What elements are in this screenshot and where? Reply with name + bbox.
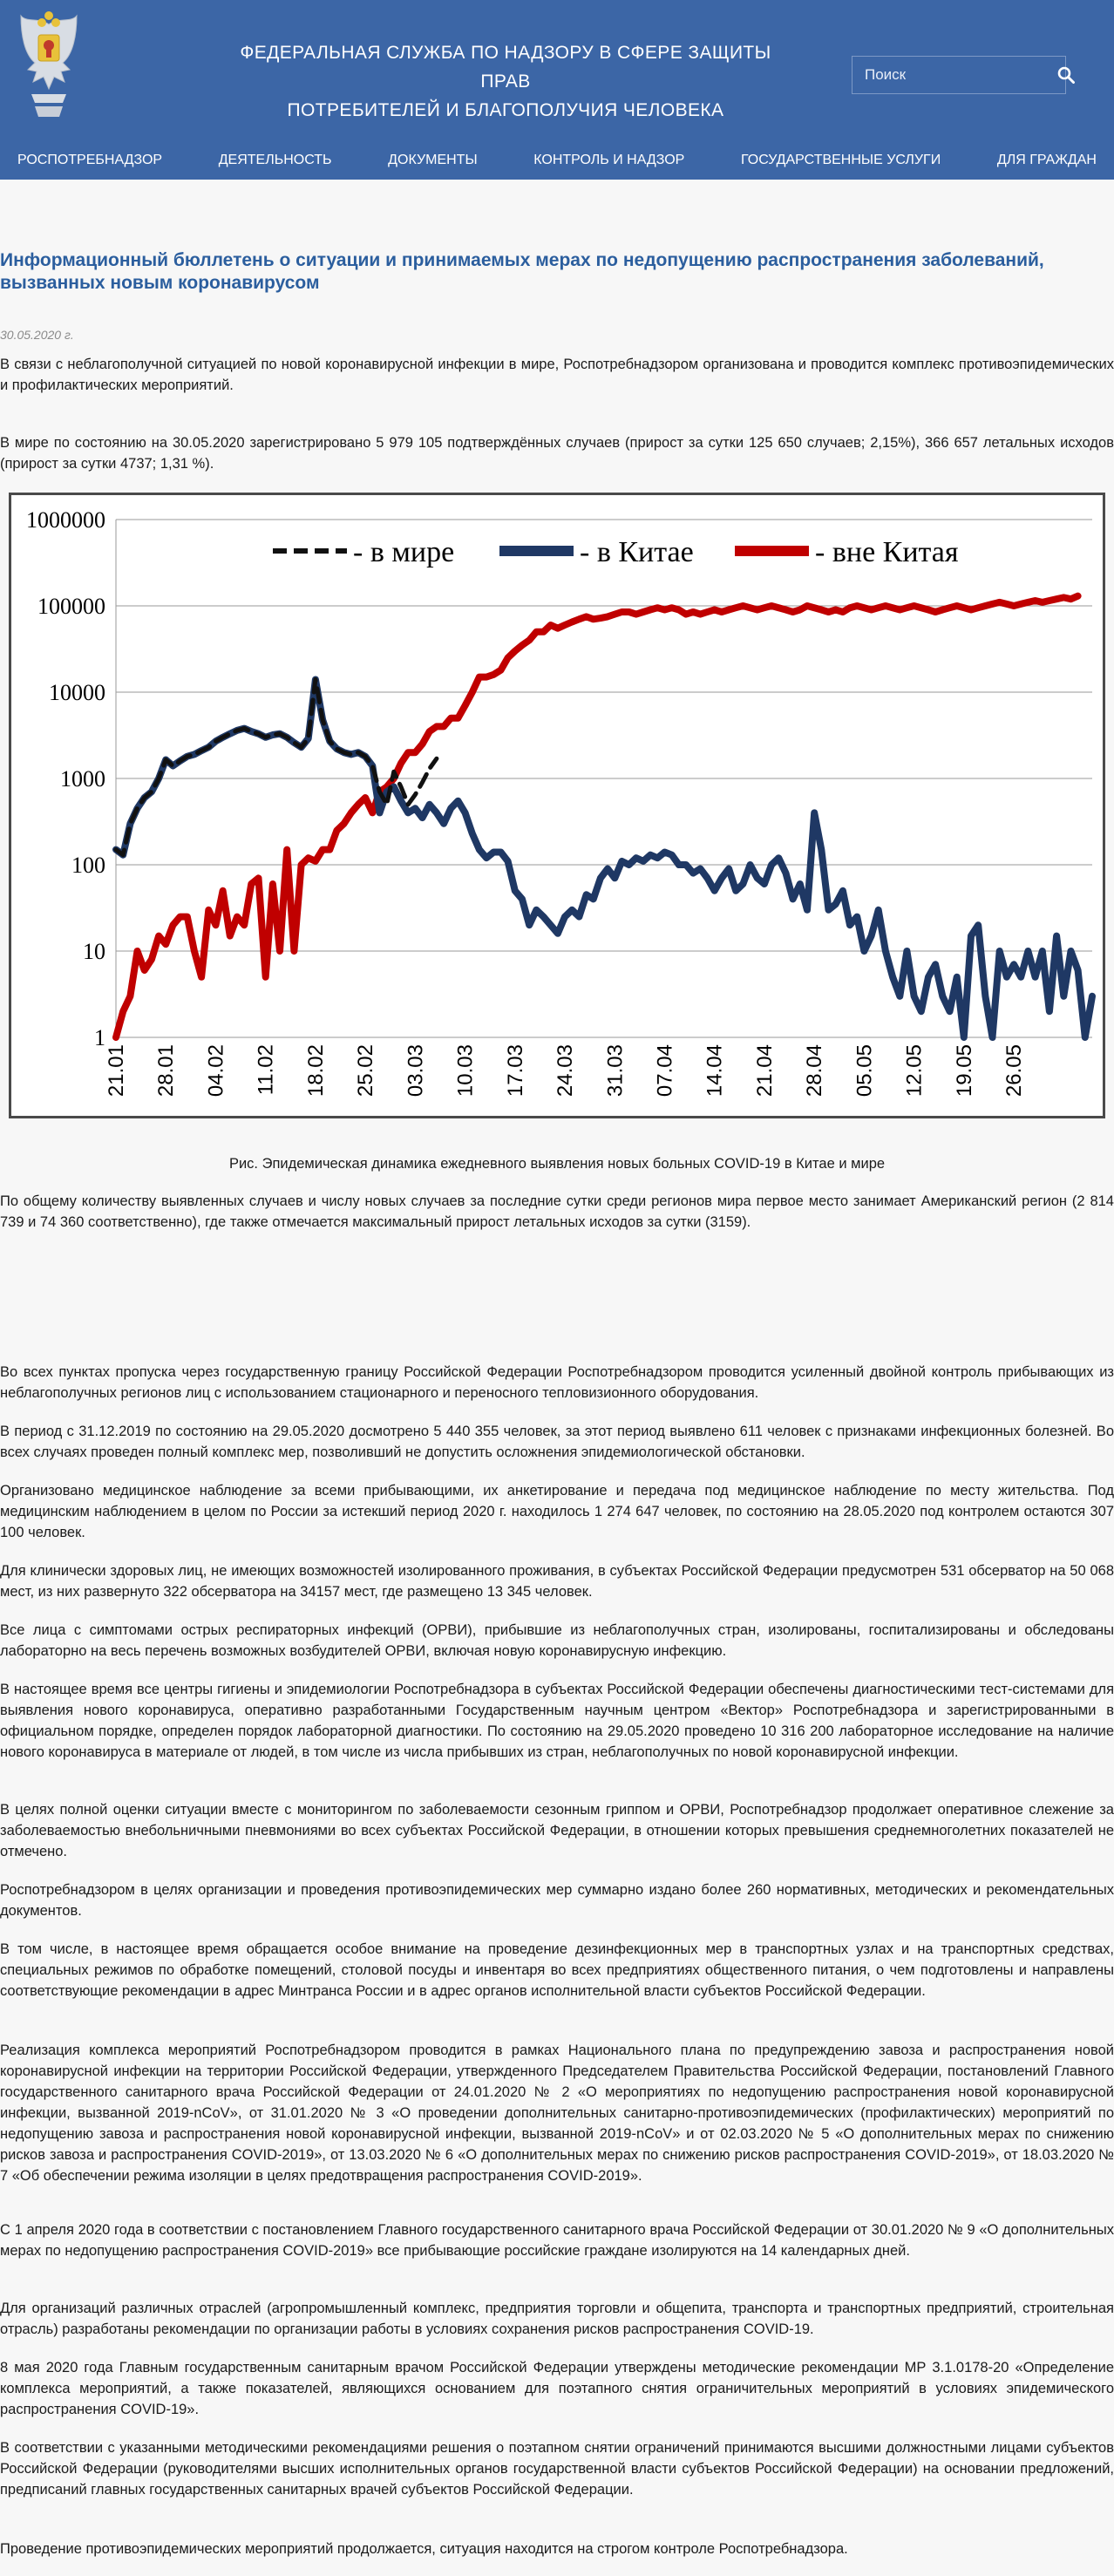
body-paragraph: 8 мая 2020 года Главным государственным санитарным врачом Российской Федерации утверждены методические рекомендации МР 3.1.0178-20 «Определение комплекса мероприятий, а также показателей, являющихся основанием для поэтапного снятия ограничительных мероприятий в условиях эпидемического распространения COVID-19». bbox=[0, 2360, 1114, 2417]
body-paragraph: Все лица с симптомами острых респираторных инфекций (ОРВИ), прибывшие из неблагополучных стран, изолированы, госпитализированы и обследованы лабораторно на весь перечень возможных возбудителей ОРВИ, включая новую коронавирусную инфекцию. bbox=[0, 1622, 1114, 1659]
y-tick-label: 1000 bbox=[60, 766, 105, 792]
body-paragraph: В период с 31.12.2019 по состоянию на 29.05.2020 досмотрено 5 440 355 человек, за этот период выявлено 611 человек с признаками инфекционных болезней. Во всех случаях проведен полный комплекс мер, позволивший не допустить осложнения эпидемиологической обстановки. bbox=[0, 1424, 1114, 1460]
body-paragraph: В целях полной оценки ситуации вместе с мониторингом по заболеваемости сезонным гриппом и ОРВИ, Роспотребнадзор продолжает оперативное слежение за заболеваемостью внебольничными пневмониями во всех субъектах Российской Федерации, в отношении которых превышения среднемноголетних показателей не отмечено. bbox=[0, 1802, 1114, 1859]
y-tick-label: 100 bbox=[71, 853, 105, 878]
body-paragraph: Для клинически здоровых лиц, не имеющих возможностей изолированного проживания, в субъектах Российской Федерации предусмотрен 531 обсерватор на 50 068 мест, из них развернуто 322 обсерватора на 34157 мест, где размещено 13 345 человек. bbox=[0, 1563, 1114, 1600]
body-paragraph: В настоящее время все центры гигиены и эпидемиологии Роспотребнадзора в субъектах Российской Федерации обеспечены диагностическими тест-системами для выявления нового коронавируса, оперативно разработанными Государственным научным центром «Вектор» Роспотребнадзора и зарегистрированными в официальном порядке, определен порядок лабораторной диагностики. По состоянию на 29.05.2020 проведено 10 316 200 лабораторное исследование на наличие нового коронавируса в материале от людей, в том числе из числа прибывших из стран, неблагополучных по новой коронавирусной инфекции. bbox=[0, 1682, 1114, 1760]
main-nav bbox=[0, 146, 1114, 174]
body-paragraph: С 1 апреля 2020 года в соответствии с постановлением Главного государственного санитарного врача Российской Федерации от 30.01.2020 № 9 «О дополнительных мерах по недопущению распространения COVID-2019» все прибывающие российские граждане изолируются на 14 календарных дней. bbox=[0, 2222, 1114, 2259]
x-tick-label: 10.03 bbox=[453, 1044, 478, 1098]
article-title: Информационный бюллетень о ситуации и принимаемых мерах по недопущению распространения заболеваний, вызванных новым коронавирусом bbox=[0, 250, 1044, 293]
site-title bbox=[218, 38, 793, 125]
chart-caption: Рис. Эпидемическая динамика ежедневного выявления новых больных COVID-19 в Китае и мире bbox=[228, 1156, 886, 1172]
y-tick-label: 1 bbox=[94, 1025, 105, 1050]
intro-paragraph-2: В мире по состоянию на 30.05.2020 зарегистрировано 5 979 105 подтверждённых случаев (прирост за сутки 125 650 случаев; 2,15%), 366 657 летальных исходов (прирост за сутки 4737; 1,31 %). bbox=[0, 435, 1114, 472]
series-line-1 bbox=[116, 680, 1092, 1038]
x-tick-label: 21.01 bbox=[105, 1044, 128, 1098]
nav-item-documents[interactable]: ДОКУМЕНТЫ bbox=[388, 153, 478, 167]
body-paragraph: В том числе, в настоящее время обращается особое внимание на проведение дезинфекционных мер в транспортных узлах и на транспортных средствах, специальных режимов по обработке помещений, столовой посуды и инвентаря во всех предприятиях общественного питания, о чем подготовлены и направлены соответствующие рекомендации в адрес Минтранса России и в адрес органов исполнительной власти субъектов Российской Федерации. bbox=[0, 1941, 1114, 1999]
x-tick-label: 31.03 bbox=[603, 1044, 628, 1098]
x-tick-label: 14.04 bbox=[703, 1044, 727, 1098]
y-tick-label: 100000 bbox=[37, 594, 105, 619]
x-tick-label: 24.03 bbox=[554, 1044, 578, 1098]
y-tick-label: 10 bbox=[83, 939, 105, 964]
body-paragraph: Роспотребнадзором в целях организации и проведения противоэпидемических мер суммарно издано более 260 нормативных, методических и рекомендательных документов. bbox=[0, 1882, 1114, 1919]
article-date: 30.05.2020 г. bbox=[0, 328, 74, 342]
legend-label: - в Китае bbox=[580, 536, 694, 568]
x-tick-label: 21.04 bbox=[752, 1044, 777, 1098]
site-title-line1: ФЕДЕРАЛЬНАЯ СЛУЖБА ПО НАДЗОРУ В СФЕРЕ ЗАЩИТЫ ПРАВ bbox=[240, 43, 771, 92]
x-tick-label: 03.03 bbox=[404, 1044, 428, 1098]
body-paragraph: По общему количеству выявленных случаев и числу новых случаев за последние сутки среди регионов мира первое место занимает Американский регион (2 814 739 и 74 360 соответственно), где также отмечается максимальный прирост летальных исходов за сутки (3159). bbox=[0, 1193, 1114, 1230]
x-tick-label: 28.04 bbox=[803, 1044, 827, 1098]
search-button[interactable] bbox=[1057, 57, 1075, 93]
x-tick-label: 12.05 bbox=[902, 1044, 927, 1098]
y-tick-label: 10000 bbox=[49, 680, 105, 705]
search-box bbox=[852, 56, 1066, 94]
x-tick-label: 17.03 bbox=[503, 1044, 527, 1098]
nav-item-rospotrebnadzor[interactable]: РОСПОТРЕБНАДЗОР bbox=[17, 153, 163, 167]
x-tick-label: 28.01 bbox=[154, 1044, 179, 1098]
nav-item-activity[interactable]: ДЕЯТЕЛЬНОСТЬ bbox=[218, 153, 332, 167]
chart-svg bbox=[11, 495, 1103, 1116]
legend-label: - вне Китая bbox=[815, 536, 959, 568]
nav-item-citizens[interactable]: ДЛЯ ГРАЖДАН bbox=[996, 153, 1097, 167]
series-line-0 bbox=[116, 680, 437, 855]
body-paragraph: Для организаций различных отраслей (агропромышленный комплекс, предприятия торговли и общепита, транспорта и транспортных предприятий, строительная отрасль) разработаны рекомендации по организации работы в условиях сохранения рисков распространения COVID-19. bbox=[0, 2301, 1114, 2337]
body-paragraph: Во всех пунктах пропуска через государственную границу Российской Федерации Роспотребнадзором проводится усиленный двойной контроль прибывающих из неблагополучных регионов лиц с использованием стационарного и переносного тепловизионного оборудования. bbox=[0, 1364, 1114, 1401]
body-paragraph: Организовано медицинское наблюдение за всеми прибывающими, их анкетирование и передача под медицинское наблюдение по месту жительства. Под медицинским наблюдением в целом по России за истекший период 2020 г. находилось 1 274 647 человек, по состоянию на 28.05.2020 под контролем остаются 307 100 человек. bbox=[0, 1483, 1114, 1540]
coat-of-arms-logo[interactable] bbox=[16, 9, 82, 133]
x-tick-label: 19.05 bbox=[952, 1044, 976, 1098]
nav-item-services[interactable]: ГОСУДАРСТВЕННЫЕ УСЛУГИ bbox=[740, 153, 941, 167]
x-tick-label: 25.02 bbox=[354, 1044, 378, 1098]
site-header bbox=[0, 0, 1114, 180]
legend-label: - в мире bbox=[353, 536, 455, 568]
body-paragraph: Проведение противоэпидемических мероприятий продолжается, ситуация находится на строгом контроле Роспотребнадзора. bbox=[0, 2541, 848, 2557]
x-tick-label: 04.02 bbox=[204, 1044, 228, 1098]
x-tick-label: 11.02 bbox=[254, 1044, 278, 1096]
y-tick-label: 1000000 bbox=[26, 507, 105, 533]
search-icon bbox=[1057, 66, 1075, 84]
x-tick-label: 07.04 bbox=[653, 1044, 677, 1098]
x-tick-label: 18.02 bbox=[303, 1044, 328, 1098]
body-paragraph: Реализация комплекса мероприятий Роспотребнадзором проводится в рамках Национального плана по предупреждению завоза и распространения новой коронавирусной инфекции на территории Российской Федерации, утвержденного Председателем Правительства Российской Федерации, постановлений Главного государственного санитарного врача Российской Федерации от 24.01.2020 № 2 «О мероприятиях по недопущению распространения новой коронавирусной инфекции, вызванной 2019-nCoV», от 31.01.2020 № 3 «О проведении дополнительных санитарно-противоэпидемических (профилактических) мероприятий по недопущению завоза и распространения новой коронавирусной инфекции, вызванной 2019-nCoV» и от 02.03.2020 № 5 «О дополнительных мерах по снижению рисков завоза и распространения COVID-2019», от 13.03.2020 № 6 «О дополнительных мерах по снижению рисков распространения COVID-2019», от 18.03.2020 № 7 «Об обеспечении режима изоляции в целях предотвращения распространения COVID-2019». bbox=[0, 2042, 1114, 2184]
intro-paragraph-1: В связи с неблагополучной ситуацией по новой коронавирусной инфекции в мире, Роспотребнадзором организована и проводится комплекс противоэпидемических и профилактических мероприятий. bbox=[0, 357, 1114, 393]
x-tick-label: 05.05 bbox=[852, 1044, 877, 1098]
body-paragraph: В соответствии с указанными методическими рекомендациями решения о поэтапном снятии ограничений принимаются высшими должностными лицами субъектов Российской Федерации (руководителями высших исполнительных органов государственной власти субъектов Российской Федерации) на основании предложений, предписаний главных государственных санитарных врачей субъектов Российской Федерации. bbox=[0, 2440, 1114, 2498]
nav-item-control[interactable]: КОНТРОЛЬ И НАДЗОР bbox=[533, 153, 685, 167]
x-tick-label: 26.05 bbox=[1002, 1044, 1027, 1098]
epidemic-chart bbox=[9, 493, 1105, 1118]
search-input[interactable] bbox=[852, 57, 1057, 93]
site-title-line2: ПОТРЕБИТЕЛЕЙ И БЛАГОПОЛУЧИЯ ЧЕЛОВЕКА bbox=[287, 100, 724, 120]
